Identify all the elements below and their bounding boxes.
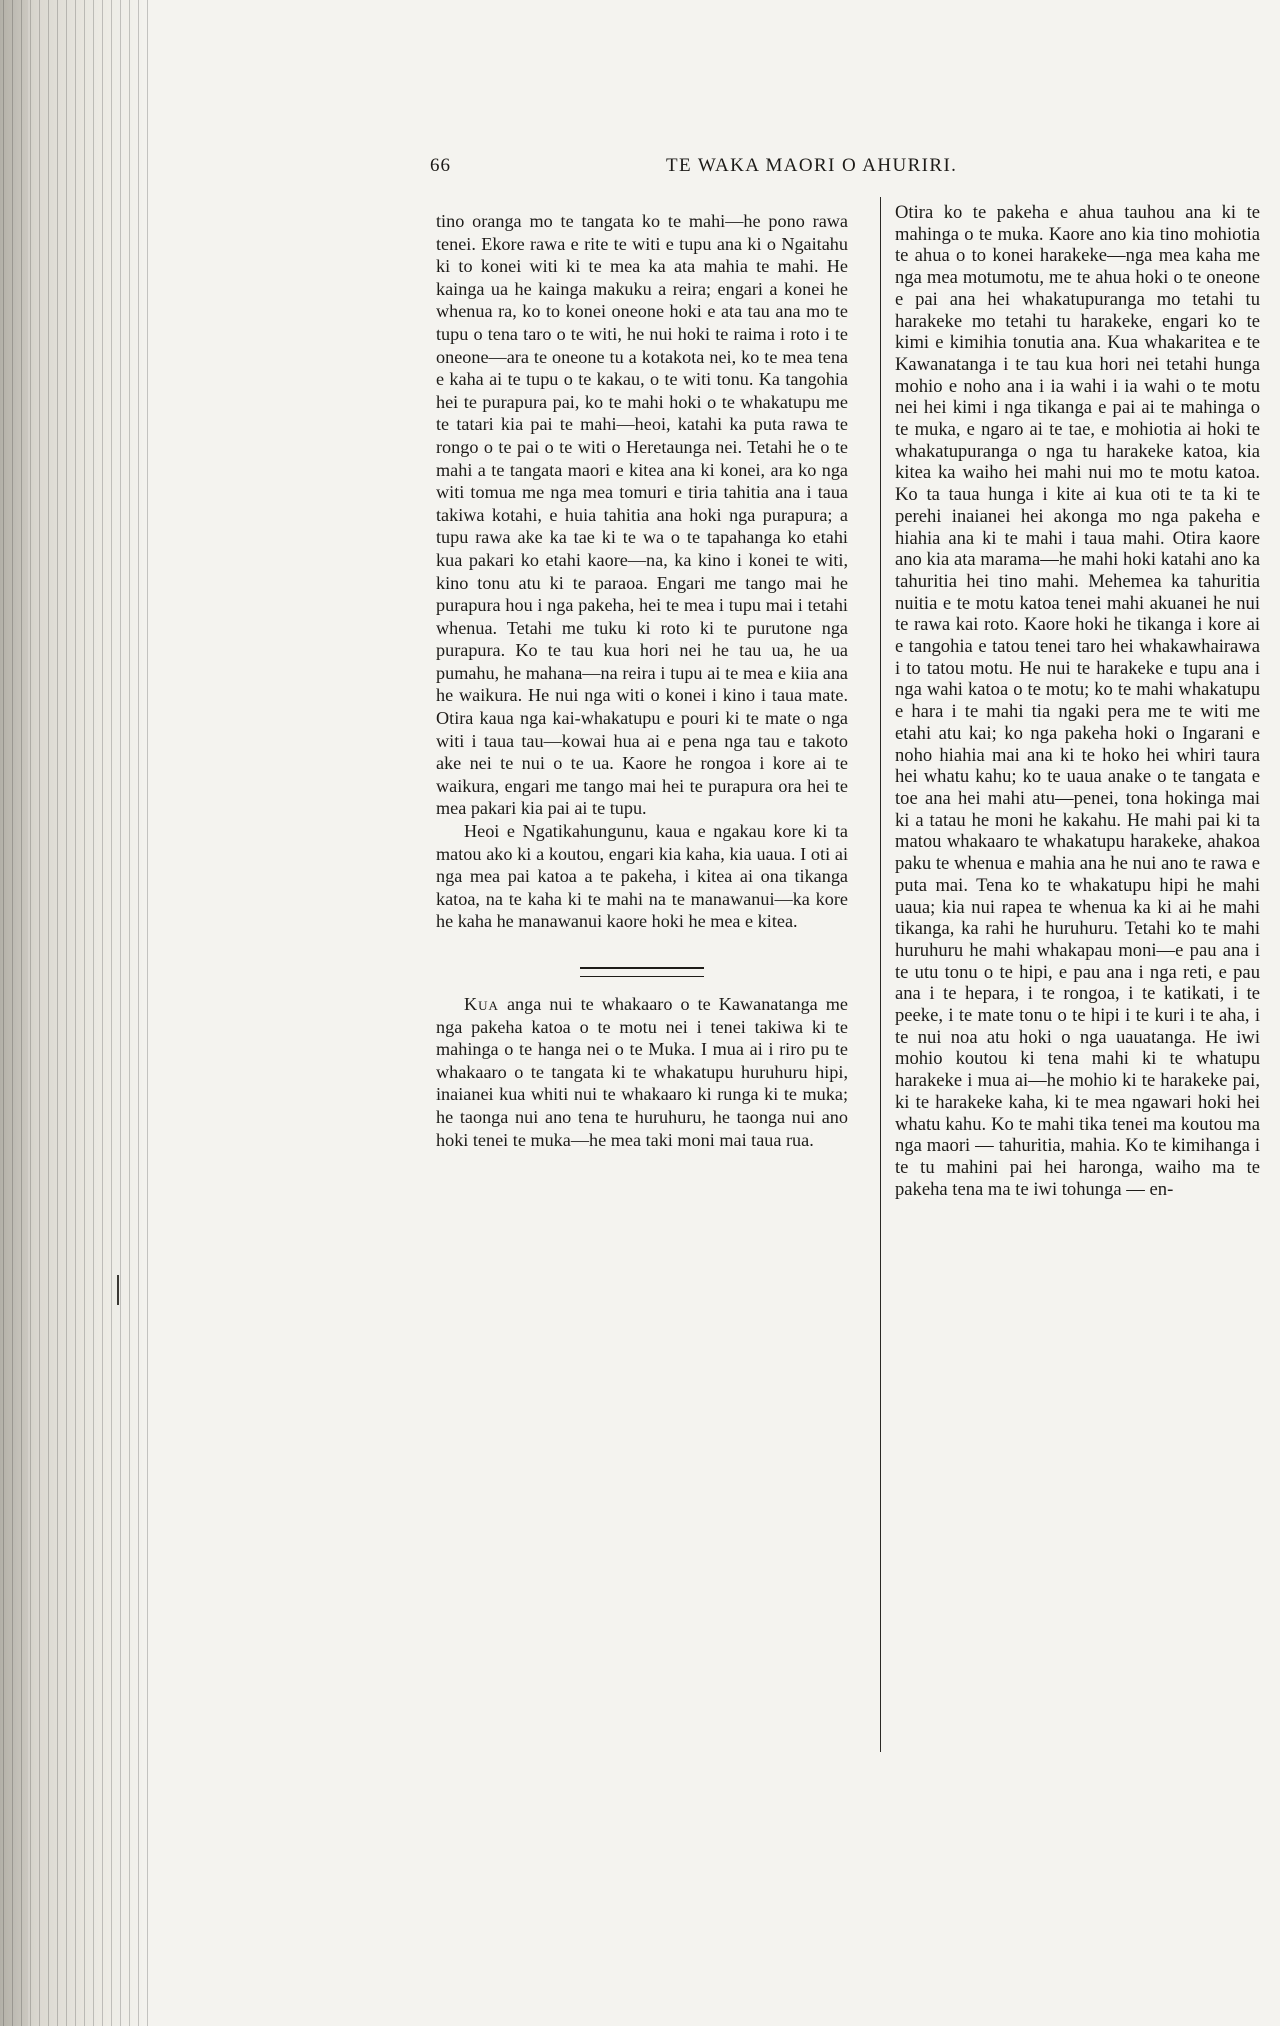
- page-header: [430, 155, 1070, 187]
- column-divider: [880, 197, 881, 1752]
- left-column: [436, 210, 848, 1151]
- right-column: [895, 202, 1260, 1200]
- lead-word: Kua: [464, 994, 499, 1014]
- paragraph-text: anga nui te whakaaro o te Kawanatanga me nga pakeha katoa o te motu nei i tenei takiwa ki te mahinga o te hanga nei o te Muka. I mua ai i riro pu te whakaaro o te tangata ki te whakatupu huruhuru hipi, inaianei kua whiti nui te whakaaro ki runga ki te muka; he taonga nui ano tena te huruhuru, he taonga nui ano hoki tenei te muka—he mea taki moni mai taua rua.: [436, 994, 848, 1150]
- paragraph: Heoi e Ngatikahungunu, kaua e ngakau kore ki ta matou ako ki a koutou, engari kia kaha, kia uaua. I oti ai nga mea pai katoa a te pakeha, i kitea ai ona tikanga katoa, na te kaha ki te mahi na te manawanui—ka kore he kaha he manawanui kaore hoki he mea e kitea.: [436, 821, 848, 932]
- paragraph: Otira ko te pakeha e ahua tauhou ana ki te mahinga o te muka. Kaore ano kia tino mohiotia te ahua o to konei harakeke—nga mea kaha me nga mea motumotu, me te ahua hoki o te oneone e pai ana hei whakatupuranga mo tetahi tu harakeke mo tetahi tu harakeke, engari ko te kimi e kimihia tonutia ana. Kua whakaritea e te Kawanatanga i te tau kua hori nei tetahi hunga mohio e noho ana i ia wahi i ia wahi o te motu nei hei kimi i nga tikanga e pai ai te mahinga o te muka, e ngaro ai te tae, e mohiotia ai hoki te whakatupuranga o nga tu harakeke katoa, kia kitea ka waiho hei mahi nui mo te motu katoa. Ko ta taua hunga i kite ai kua oti te ta ki te perehi inaianei hei akonga mo nga pakeha e hiahia ana ki te mahi i taua mahi. Otira kaore ano kia ata marama—he mahi hoki katahi ano ka tahuritia hei tino mahi. Mehemea ka tahuritia nuitia e te motu katoa tenei mahi akuanei he nui te rawa kai roto. Kaore hoki he tikanga i kore ai e tangohia e tatou tenei taro hei whakawhairawa i to tatou motu. He nui te harakeke e tupu ana i nga wahi katoa o te motu; ko te mahi whakatupu e hara i te mahi tia ngaki pera me te witi me etahi atu kai; ko nga pakeha hoki o Ingarani e noho hiahia mai ana ki te hoko hei whiri taura hei whatu kahu; ko te uaua anake o te tangata e toe ana hei mahi atu—penei, tona hokinga mai ki a tatau he moni he kakahu. He mahi pai ki ta matou whakaaro te whakatupu harakeke, ahakoa paku te whenua e mahia ana he nui ano te rawa e puta mai. Tena ko te whakatupu hipi he mahi uaua; kia nui rapea te whenua ka ki ai he mahi tikanga, ka rahi he huruhuru. Tetahi ko te mahi huruhuru he mahi whakapau moni—e pau ana i te utu tonu o te hipi, e pau ana i nga reti, e pau ana i te hepara, i te rongoa, i te katikati, i te peeke, i te mate tonu o te hipi i te kuri i te aha, i te nui noa atu hoki o nga uauatanga. He iwi mohio koutou ki tena mahi ki te whatupu harakeke i mua ai—he mohio ki te harakeke pai, ki te harakeke kaha, ki te mea ngawari hoki hei whatu kahu. Ko te mahi tika tenei ma koutou ma nga maori — tahuritia, mahia. Ko te kimihanga i te tu mahini pai hei haronga, waiho ma te pakeha tena ma te iwi tohunga — en-: [895, 202, 1260, 1200]
- section-separator: [580, 967, 704, 977]
- paragraph: tino oranga mo te tangata ko te mahi—he pono rawa tenei. Ekore rawa e rite te witi e tupu ana ki o Ngaitahu ki to konei witi ki te mea ka ata mahia te mahi. He kainga ua he kainga makuku a reira; engari a konei he whenua ra, ko to konei oneone hoki e ata tau ana mo te tupu o tena taro o te witi, he nui hoki te raima i roto i te oneone—ara te oneone tu a kotakota nei, ko te mea tena e kaha ai te tupu o te kakau, o te witi tonu. Ka tangohia hei te purapura pai, ko te mahi hoki o te whakatupu me te tatari kia pai te mahi—heoi, katahi ka puta rawa te rongo o te pai o te witi o Heretaunga nei. Tetahi he o te mahi a te tangata maori e kitea ana ki konei, ara ko nga witi tomua me nga mea tomuri e tiria tahitia ana i taua takiwa kotahi, e huia tahitia ana hoki nga purapura; a tupu rawa ake ka tae ki te wa o te tapahanga ko etahi kua pakari ko etahi kaore—na, ka kino i konei te witi, kino tonu atu ki te paraoa. Engari me tango mai he purapura hou i nga pakeha, hei te mea i tupu mai i tetahi whenua. Tetahi me tuku ki roto ki te purutone nga purapura. Ko te tau kua hori nei he tau ua, he ua pumahu, he mahana—na reira i tupu ai te mea e kiia ana he waikura. He nui nga witi o konei i kino i taua mate. Otira kaua nga kai-whakatupu e pouri ki te mate o nga witi i taua tau—kowai hua ai e pena nga tau e takoto ake nei te nui o te ua. Kaore he rongoa i kore ai te waikura, engari me tango mai hei te purapura ora hei te mea pakari kia pai ai te tupu.: [436, 211, 848, 819]
- paragraph: [436, 993, 848, 1151]
- margin-mark: [117, 1275, 119, 1305]
- page-binding-edge: [0, 0, 150, 2026]
- page-number: 66: [430, 155, 451, 176]
- running-title: TE WAKA MAORI O AHURIRI.: [666, 155, 958, 176]
